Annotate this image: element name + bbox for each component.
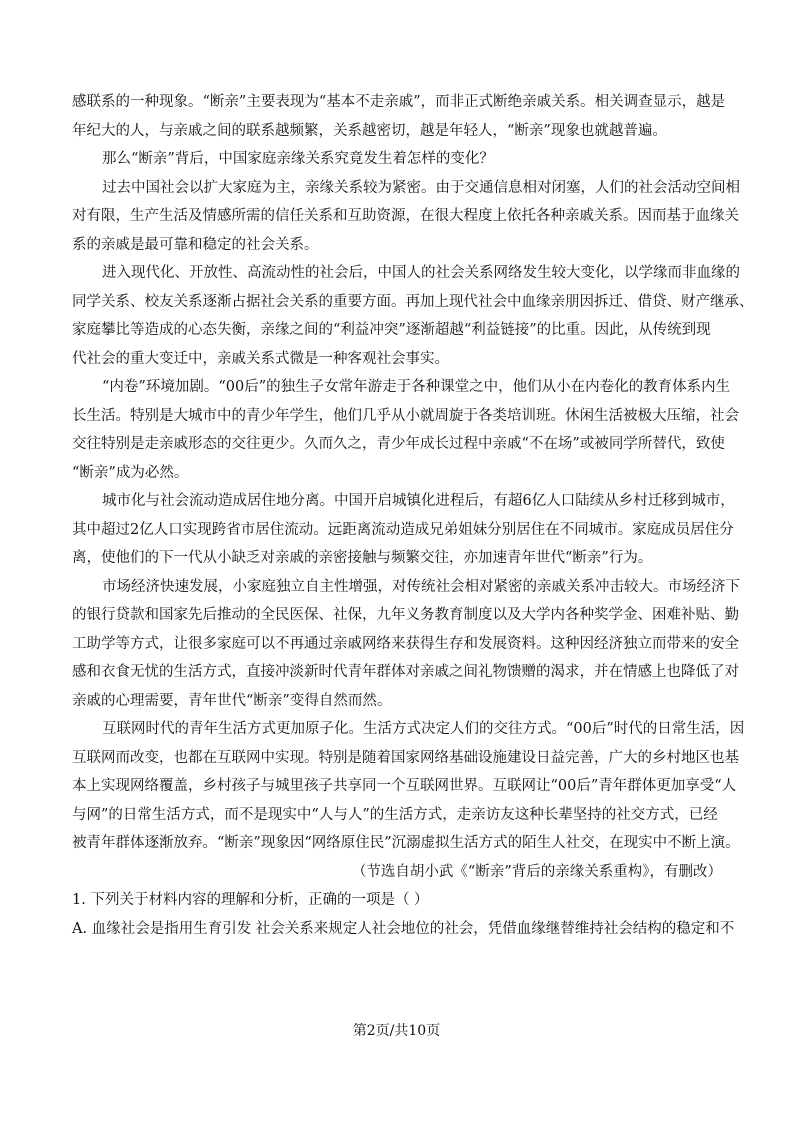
source-citation: （节选自胡小武《“断亲”背后的亲缘关系重构》，有删改） [351,863,722,880]
paragraph-line: 被青年群体逐渐放弃。“断亲”现象因“网络原住民”沉溺虚拟生活方式的陌生人社交，在现实中不断上演。 [72,835,740,851]
paragraph-line: 家庭攀比等造成的心态失衡，亲缘之间的“利益冲突”逐渐超越“利益链接”的比重。因此，从传统到现 [72,322,711,338]
question-option-a: A. 血缘社会是指用生育引发 社会关系来规定人社会地位的社会，凭借血缘继替维持社会结构的稳定和不 [72,920,735,937]
paragraph-line: 的银行贷款和国家先后推动的全民医保、社保，九年义务教育制度以及大学内各种奖学金、困难补贴、勤 [72,607,739,623]
paragraph-line: 系的亲戚是最可靠和稳定的社会关系。 [72,236,319,253]
paragraph-line: 工助学等方式，让很多家庭可以不再通过亲戚网络来获得生存和发展资料。这种因经济独立而带来的安全 [72,635,739,652]
page-number-footer: 第2页/共10页 [352,1023,441,1039]
paragraph-line: 亲戚的心理需要，青年世代“断亲”变得自然而然。 [72,692,392,709]
paragraph-line: 城市化与社会流动造成居住地分离。中国开启城镇化进程后，有超6亿人口陆续从乡村迁移到城市， [102,493,735,509]
paragraph-line: 进入现代化、开放性、高流动性的社会后，中国人的社会关系网络发生较大变化，以学缘而非血缘的 [102,265,740,281]
paragraph-line: “断亲”成为必然。 [72,464,189,481]
paragraph-line: 交往特别是走亲戚形态的交往更少。久而久之，青少年成长过程中亲戚“不在场”或被同学所替代，致使 [72,436,725,452]
paragraph-line: 互联网时代的青年生活方式更加原子化。生活方式决定人们的交往方式。“00后”时代的日常生活，因 [102,721,745,737]
paragraph-line: 过去中国社会以扩大家庭为主，亲缘关系较为紧密。由于交通信息相对闭塞，人们的社会活动空间相 [102,179,740,196]
paragraph-line: 长生活。特别是大城市中的青少年学生，他们几乎从小就周旋于各类培训班。休闲生活被极大压缩，社会 [72,407,739,424]
paragraph-line: 感联系的一种现象。“断亲”主要表现为“基本不走亲戚”，而非正式断绝亲戚关系。相关调查显示，越是 [72,94,726,110]
paragraph-line: 年纪大的人，与亲戚之间的联系越频繁，关系越密切，越是年轻人，“断亲”现象也就越普遍。 [72,122,667,139]
paragraph-line: 离，使他们的下一代从小缺乏对亲戚的亲密接触与频繁交往，亦加速青年世代“断亲”行为。 [72,550,653,566]
question-stem: 1. 下列关于材料内容的理解和分析，正确的一项是（ ） [72,892,429,908]
paragraph-line: 同学关系、校友关系逐渐占据社会关系的重要方面。再加上现代社会中血缘亲朋因拆迁、借贷、财产继承、 [72,293,754,310]
paragraph-line: “内卷”环境加剧。“00后”的独生子女常年游走于各种课堂之中，他们从小在内卷化的教育体系内生 [102,379,731,395]
paragraph-line: 其中超过2亿人口实现跨省市居住流动。远距离流动造成兄弟姐妹分别居住在不同城市。家庭成员居住分 [72,521,734,538]
paragraph-line: 对有限，生产生活及情感所需的信任关系和互助资源，在很大程度上依托各种亲戚关系。因而基于血缘关 [72,208,739,224]
paragraph-line: 本上实现网络覆盖，乡村孩子与城里孩子共享同一个互联网世界。互联网让“00后”青年群体更加享受“人 [72,778,737,794]
paragraph-line: 互联网而改变，也都在互联网中实现。特别是随着国家网络基础设施建设日益完善，广大的乡村地区也基 [72,749,739,766]
paragraph-line: 市场经济快速发展，小家庭独立自主性增强，对传统社会相对紧密的亲戚关系冲击较大。市场经济下 [102,578,740,595]
paragraph-line: 与网”的日常生活方式，而不是现实中“人与人”的生活方式，走亲访友这种长辈坚持的社交方式，已经 [72,806,718,823]
paragraph-line: 感和衣食无忧的生活方式，直接冲淡新时代青年群体对亲戚之间礼物馈赠的渴求，并在情感上也降低了对 [72,664,739,680]
document-body [72,88,754,943]
paragraph-line: 那么“断亲”背后，中国家庭亲缘关系究竟发生着怎样的变化？ [102,151,494,167]
paragraph-line: 代社会的重大变迁中，亲戚关系式微是一种客观社会事实。 [72,350,449,367]
